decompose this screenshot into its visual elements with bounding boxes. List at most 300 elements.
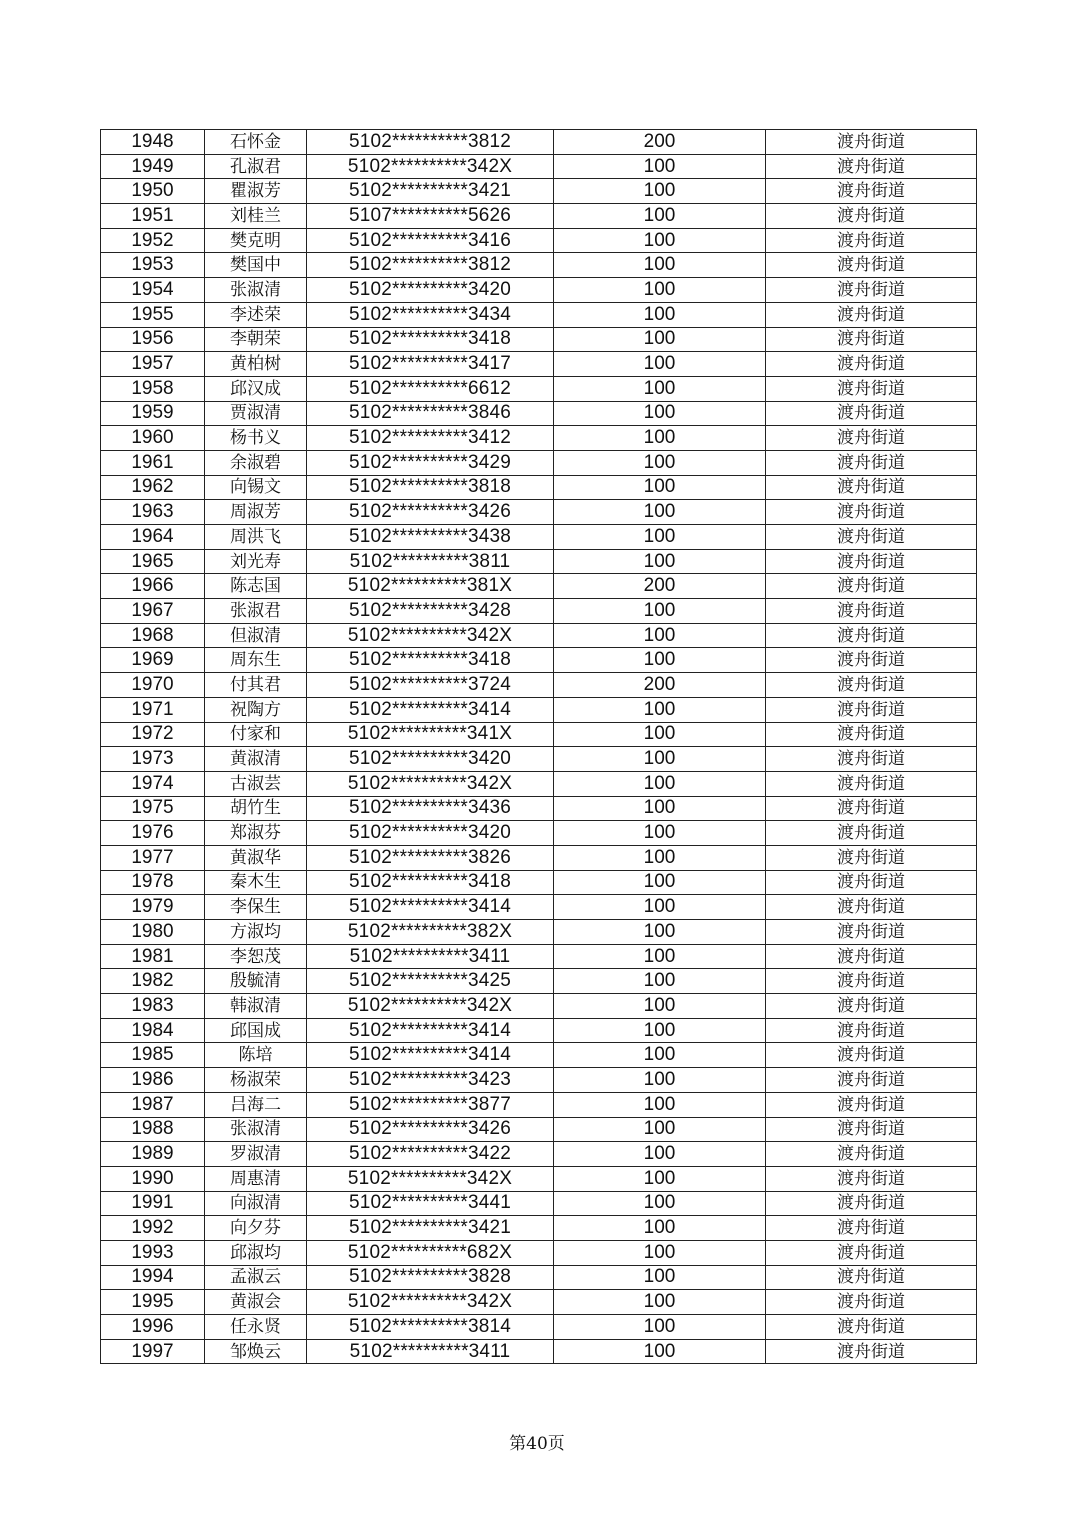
subdistrict-cell: 渡舟街道 [766, 1265, 977, 1290]
amount-cell: 100 [554, 747, 766, 772]
table-row [101, 327, 977, 352]
subdistrict-cell: 渡舟街道 [766, 1117, 977, 1142]
table-row [101, 796, 977, 821]
table-row [101, 648, 977, 673]
person-name-cell: 张淑君 [205, 599, 307, 624]
amount-cell: 100 [554, 228, 766, 253]
table-row [101, 673, 977, 698]
person-name-cell: 刘光寿 [205, 549, 307, 574]
id-number-cell: 5102**********3425 [307, 969, 554, 994]
amount-cell: 100 [554, 179, 766, 204]
table-row [101, 895, 977, 920]
person-name-cell: 陈志国 [205, 574, 307, 599]
roster-table-body [101, 130, 977, 1364]
person-name-cell: 邱淑均 [205, 1240, 307, 1265]
subdistrict-cell: 渡舟街道 [766, 130, 977, 155]
id-number-cell: 5102**********3434 [307, 302, 554, 327]
table-row [101, 1265, 977, 1290]
id-number-cell: 5102**********3420 [307, 821, 554, 846]
id-number-cell: 5102**********3828 [307, 1265, 554, 1290]
person-name-cell: 周东生 [205, 648, 307, 673]
row-number-cell: 1962 [101, 475, 205, 500]
subdistrict-cell: 渡舟街道 [766, 920, 977, 945]
id-number-cell: 5102**********3420 [307, 747, 554, 772]
id-number-cell: 5102**********3416 [307, 228, 554, 253]
table-row [101, 302, 977, 327]
subdistrict-cell: 渡舟街道 [766, 500, 977, 525]
amount-cell: 100 [554, 895, 766, 920]
row-number-cell: 1970 [101, 673, 205, 698]
subdistrict-cell: 渡舟街道 [766, 1315, 977, 1340]
subdistrict-cell: 渡舟街道 [766, 525, 977, 550]
row-number-cell: 1951 [101, 204, 205, 229]
person-name-cell: 郑淑芬 [205, 821, 307, 846]
id-number-cell: 5102**********342X [307, 1166, 554, 1191]
id-number-cell: 5107**********5626 [307, 204, 554, 229]
person-name-cell: 黄淑会 [205, 1290, 307, 1315]
row-number-cell: 1980 [101, 920, 205, 945]
row-number-cell: 1975 [101, 796, 205, 821]
table-row [101, 1216, 977, 1241]
row-number-cell: 1987 [101, 1092, 205, 1117]
subdistrict-cell: 渡舟街道 [766, 599, 977, 624]
subdistrict-cell: 渡舟街道 [766, 870, 977, 895]
amount-cell: 100 [554, 1142, 766, 1167]
table-row [101, 870, 977, 895]
person-name-cell: 杨淑荣 [205, 1068, 307, 1093]
row-number-cell: 1952 [101, 228, 205, 253]
id-number-cell: 5102**********342X [307, 623, 554, 648]
subdistrict-cell: 渡舟街道 [766, 895, 977, 920]
id-number-cell: 5102**********3812 [307, 130, 554, 155]
id-number-cell: 5102**********3826 [307, 845, 554, 870]
person-name-cell: 孔淑君 [205, 154, 307, 179]
row-number-cell: 1993 [101, 1240, 205, 1265]
table-row [101, 228, 977, 253]
amount-cell: 100 [554, 1068, 766, 1093]
row-number-cell: 1984 [101, 1018, 205, 1043]
amount-cell: 100 [554, 154, 766, 179]
table-row [101, 994, 977, 1019]
row-number-cell: 1964 [101, 525, 205, 550]
id-number-cell: 5102**********3421 [307, 179, 554, 204]
amount-cell: 100 [554, 623, 766, 648]
person-name-cell: 秦木生 [205, 870, 307, 895]
id-number-cell: 5102**********3422 [307, 1142, 554, 1167]
row-number-cell: 1978 [101, 870, 205, 895]
amount-cell: 100 [554, 1216, 766, 1241]
subdistrict-cell: 渡舟街道 [766, 1191, 977, 1216]
table-row [101, 253, 977, 278]
person-name-cell: 樊国中 [205, 253, 307, 278]
id-number-cell: 5102**********3418 [307, 648, 554, 673]
amount-cell: 100 [554, 549, 766, 574]
id-number-cell: 5102**********3420 [307, 278, 554, 303]
table-row [101, 1240, 977, 1265]
row-number-cell: 1991 [101, 1191, 205, 1216]
amount-cell: 100 [554, 204, 766, 229]
amount-cell: 100 [554, 1290, 766, 1315]
amount-cell: 100 [554, 1265, 766, 1290]
subdistrict-cell: 渡舟街道 [766, 1068, 977, 1093]
row-number-cell: 1968 [101, 623, 205, 648]
amount-cell: 100 [554, 821, 766, 846]
table-row [101, 1315, 977, 1340]
subdistrict-cell: 渡舟街道 [766, 771, 977, 796]
subdistrict-cell: 渡舟街道 [766, 179, 977, 204]
table-row [101, 426, 977, 451]
table-row [101, 1166, 977, 1191]
amount-cell: 100 [554, 722, 766, 747]
person-name-cell: 李保生 [205, 895, 307, 920]
row-number-cell: 1956 [101, 327, 205, 352]
person-name-cell: 邱汉成 [205, 376, 307, 401]
table-row [101, 944, 977, 969]
id-number-cell: 5102**********3428 [307, 599, 554, 624]
id-number-cell: 5102**********342X [307, 994, 554, 1019]
id-number-cell: 5102**********3423 [307, 1068, 554, 1093]
amount-cell: 100 [554, 426, 766, 451]
person-name-cell: 黄淑华 [205, 845, 307, 870]
row-number-cell: 1986 [101, 1068, 205, 1093]
page-number: 第40页 [509, 1434, 565, 1454]
person-name-cell: 余淑碧 [205, 450, 307, 475]
id-number-cell: 5102**********342X [307, 1290, 554, 1315]
amount-cell: 100 [554, 648, 766, 673]
row-number-cell: 1979 [101, 895, 205, 920]
amount-cell: 100 [554, 845, 766, 870]
table-row [101, 1117, 977, 1142]
id-number-cell: 5102**********382X [307, 920, 554, 945]
person-name-cell: 贾淑清 [205, 401, 307, 426]
amount-cell: 100 [554, 771, 766, 796]
subdistrict-cell: 渡舟街道 [766, 475, 977, 500]
subdistrict-cell: 渡舟街道 [766, 327, 977, 352]
amount-cell: 100 [554, 1092, 766, 1117]
amount-cell: 100 [554, 994, 766, 1019]
row-number-cell: 1981 [101, 944, 205, 969]
id-number-cell: 5102**********341X [307, 722, 554, 747]
subdistrict-cell: 渡舟街道 [766, 969, 977, 994]
amount-cell: 100 [554, 401, 766, 426]
roster-table [100, 129, 977, 1364]
id-number-cell: 5102**********3417 [307, 352, 554, 377]
table-row [101, 278, 977, 303]
id-number-cell: 5102**********3877 [307, 1092, 554, 1117]
person-name-cell: 韩淑清 [205, 994, 307, 1019]
id-number-cell: 5102**********3438 [307, 525, 554, 550]
row-number-cell: 1988 [101, 1117, 205, 1142]
table-row [101, 697, 977, 722]
subdistrict-cell: 渡舟街道 [766, 1240, 977, 1265]
person-name-cell: 黄柏树 [205, 352, 307, 377]
row-number-cell: 1958 [101, 376, 205, 401]
subdistrict-cell: 渡舟街道 [766, 845, 977, 870]
subdistrict-cell: 渡舟街道 [766, 673, 977, 698]
amount-cell: 100 [554, 278, 766, 303]
amount-cell: 100 [554, 1018, 766, 1043]
row-number-cell: 1972 [101, 722, 205, 747]
subdistrict-cell: 渡舟街道 [766, 1142, 977, 1167]
table-row [101, 599, 977, 624]
table-row [101, 475, 977, 500]
subdistrict-cell: 渡舟街道 [766, 697, 977, 722]
row-number-cell: 1977 [101, 845, 205, 870]
subdistrict-cell: 渡舟街道 [766, 253, 977, 278]
subdistrict-cell: 渡舟街道 [766, 154, 977, 179]
amount-cell: 100 [554, 376, 766, 401]
amount-cell: 100 [554, 1191, 766, 1216]
table-row [101, 574, 977, 599]
table-row [101, 771, 977, 796]
row-number-cell: 1966 [101, 574, 205, 599]
subdistrict-cell: 渡舟街道 [766, 821, 977, 846]
subdistrict-cell: 渡舟街道 [766, 278, 977, 303]
row-number-cell: 1997 [101, 1339, 205, 1364]
amount-cell: 100 [554, 969, 766, 994]
amount-cell: 100 [554, 475, 766, 500]
id-number-cell: 5102**********682X [307, 1240, 554, 1265]
person-name-cell: 张淑清 [205, 278, 307, 303]
table-row [101, 845, 977, 870]
id-number-cell: 5102**********3811 [307, 549, 554, 574]
subdistrict-cell: 渡舟街道 [766, 574, 977, 599]
table-row [101, 204, 977, 229]
row-number-cell: 1996 [101, 1315, 205, 1340]
subdistrict-cell: 渡舟街道 [766, 450, 977, 475]
row-number-cell: 1971 [101, 697, 205, 722]
person-name-cell: 周淑芳 [205, 500, 307, 525]
person-name-cell: 李述荣 [205, 302, 307, 327]
table-row [101, 1043, 977, 1068]
id-number-cell: 5102**********3436 [307, 796, 554, 821]
table-row [101, 130, 977, 155]
person-name-cell: 付家和 [205, 722, 307, 747]
subdistrict-cell: 渡舟街道 [766, 994, 977, 1019]
subdistrict-cell: 渡舟街道 [766, 1018, 977, 1043]
person-name-cell: 但淑清 [205, 623, 307, 648]
amount-cell: 100 [554, 352, 766, 377]
person-name-cell: 胡竹生 [205, 796, 307, 821]
id-number-cell: 5102**********342X [307, 771, 554, 796]
person-name-cell: 任永贤 [205, 1315, 307, 1340]
person-name-cell: 向夕芬 [205, 1216, 307, 1241]
table-row [101, 154, 977, 179]
amount-cell: 100 [554, 796, 766, 821]
table-row [101, 352, 977, 377]
table-row [101, 1290, 977, 1315]
table-row [101, 179, 977, 204]
row-number-cell: 1985 [101, 1043, 205, 1068]
table-row [101, 450, 977, 475]
row-number-cell: 1989 [101, 1142, 205, 1167]
table-row [101, 525, 977, 550]
subdistrict-cell: 渡舟街道 [766, 1166, 977, 1191]
table-row [101, 1068, 977, 1093]
amount-cell: 100 [554, 327, 766, 352]
id-number-cell: 5102**********3414 [307, 697, 554, 722]
table-row [101, 722, 977, 747]
table-row [101, 1092, 977, 1117]
person-name-cell: 方淑均 [205, 920, 307, 945]
subdistrict-cell: 渡舟街道 [766, 401, 977, 426]
id-number-cell: 5102**********3429 [307, 450, 554, 475]
amount-cell: 100 [554, 500, 766, 525]
row-number-cell: 1990 [101, 1166, 205, 1191]
table-row [101, 401, 977, 426]
table-row [101, 1142, 977, 1167]
id-number-cell: 5102**********3412 [307, 426, 554, 451]
amount-cell: 100 [554, 944, 766, 969]
id-number-cell: 5102**********3812 [307, 253, 554, 278]
amount-cell: 100 [554, 302, 766, 327]
id-number-cell: 5102**********3411 [307, 944, 554, 969]
person-name-cell: 殷毓清 [205, 969, 307, 994]
amount-cell: 200 [554, 130, 766, 155]
row-number-cell: 1960 [101, 426, 205, 451]
subdistrict-cell: 渡舟街道 [766, 426, 977, 451]
table-row [101, 821, 977, 846]
person-name-cell: 古淑芸 [205, 771, 307, 796]
row-number-cell: 1969 [101, 648, 205, 673]
id-number-cell: 5102**********3421 [307, 1216, 554, 1241]
subdistrict-cell: 渡舟街道 [766, 1043, 977, 1068]
person-name-cell: 向锡文 [205, 475, 307, 500]
table-row [101, 1018, 977, 1043]
row-number-cell: 1955 [101, 302, 205, 327]
id-number-cell: 5102**********3426 [307, 1117, 554, 1142]
amount-cell: 100 [554, 1339, 766, 1364]
row-number-cell: 1976 [101, 821, 205, 846]
subdistrict-cell: 渡舟街道 [766, 302, 977, 327]
subdistrict-cell: 渡舟街道 [766, 352, 977, 377]
row-number-cell: 1973 [101, 747, 205, 772]
id-number-cell: 5102**********3418 [307, 870, 554, 895]
subdistrict-cell: 渡舟街道 [766, 376, 977, 401]
table-row [101, 920, 977, 945]
table-row [101, 549, 977, 574]
table-row [101, 1339, 977, 1364]
row-number-cell: 1994 [101, 1265, 205, 1290]
table-row [101, 747, 977, 772]
person-name-cell: 瞿淑芳 [205, 179, 307, 204]
subdistrict-cell: 渡舟街道 [766, 204, 977, 229]
subdistrict-cell: 渡舟街道 [766, 722, 977, 747]
id-number-cell: 5102**********3418 [307, 327, 554, 352]
id-number-cell: 5102**********6612 [307, 376, 554, 401]
person-name-cell: 石怀金 [205, 130, 307, 155]
row-number-cell: 1965 [101, 549, 205, 574]
id-number-cell: 5102**********3441 [307, 1191, 554, 1216]
amount-cell: 100 [554, 1315, 766, 1340]
row-number-cell: 1959 [101, 401, 205, 426]
row-number-cell: 1948 [101, 130, 205, 155]
subdistrict-cell: 渡舟街道 [766, 1290, 977, 1315]
person-name-cell: 孟淑云 [205, 1265, 307, 1290]
person-name-cell: 周洪飞 [205, 525, 307, 550]
row-number-cell: 1982 [101, 969, 205, 994]
amount-cell: 200 [554, 673, 766, 698]
subdistrict-cell: 渡舟街道 [766, 549, 977, 574]
id-number-cell: 5102**********3411 [307, 1339, 554, 1364]
id-number-cell: 5102**********381X [307, 574, 554, 599]
subdistrict-cell: 渡舟街道 [766, 944, 977, 969]
person-name-cell: 杨书义 [205, 426, 307, 451]
row-number-cell: 1961 [101, 450, 205, 475]
person-name-cell: 陈培 [205, 1043, 307, 1068]
id-number-cell: 5102**********3426 [307, 500, 554, 525]
amount-cell: 100 [554, 1166, 766, 1191]
id-number-cell: 5102**********3814 [307, 1315, 554, 1340]
amount-cell: 100 [554, 525, 766, 550]
subdistrict-cell: 渡舟街道 [766, 623, 977, 648]
table-row [101, 623, 977, 648]
person-name-cell: 祝陶方 [205, 697, 307, 722]
amount-cell: 100 [554, 253, 766, 278]
person-name-cell: 罗淑清 [205, 1142, 307, 1167]
person-name-cell: 邱国成 [205, 1018, 307, 1043]
id-number-cell: 5102**********3724 [307, 673, 554, 698]
row-number-cell: 1974 [101, 771, 205, 796]
id-number-cell: 5102**********3846 [307, 401, 554, 426]
person-name-cell: 黄淑清 [205, 747, 307, 772]
subdistrict-cell: 渡舟街道 [766, 747, 977, 772]
table-row [101, 969, 977, 994]
amount-cell: 100 [554, 920, 766, 945]
subdistrict-cell: 渡舟街道 [766, 228, 977, 253]
amount-cell: 100 [554, 870, 766, 895]
subdistrict-cell: 渡舟街道 [766, 648, 977, 673]
amount-cell: 100 [554, 1240, 766, 1265]
amount-cell: 100 [554, 1043, 766, 1068]
person-name-cell: 邹焕云 [205, 1339, 307, 1364]
row-number-cell: 1957 [101, 352, 205, 377]
subdistrict-cell: 渡舟街道 [766, 1216, 977, 1241]
table-row [101, 1191, 977, 1216]
person-name-cell: 樊克明 [205, 228, 307, 253]
subdistrict-cell: 渡舟街道 [766, 1339, 977, 1364]
person-name-cell: 付其君 [205, 673, 307, 698]
row-number-cell: 1992 [101, 1216, 205, 1241]
row-number-cell: 1950 [101, 179, 205, 204]
id-number-cell: 5102**********3414 [307, 895, 554, 920]
id-number-cell: 5102**********3414 [307, 1018, 554, 1043]
amount-cell: 200 [554, 574, 766, 599]
row-number-cell: 1983 [101, 994, 205, 1019]
person-name-cell: 向淑清 [205, 1191, 307, 1216]
amount-cell: 100 [554, 450, 766, 475]
person-name-cell: 李恕茂 [205, 944, 307, 969]
row-number-cell: 1953 [101, 253, 205, 278]
table-row [101, 500, 977, 525]
subdistrict-cell: 渡舟街道 [766, 796, 977, 821]
row-number-cell: 1954 [101, 278, 205, 303]
row-number-cell: 1963 [101, 500, 205, 525]
person-name-cell: 张淑清 [205, 1117, 307, 1142]
person-name-cell: 周惠清 [205, 1166, 307, 1191]
row-number-cell: 1967 [101, 599, 205, 624]
id-number-cell: 5102**********3414 [307, 1043, 554, 1068]
person-name-cell: 李朝荣 [205, 327, 307, 352]
table-row [101, 376, 977, 401]
amount-cell: 100 [554, 1117, 766, 1142]
subdistrict-cell: 渡舟街道 [766, 1092, 977, 1117]
row-number-cell: 1949 [101, 154, 205, 179]
row-number-cell: 1995 [101, 1290, 205, 1315]
id-number-cell: 5102**********342X [307, 154, 554, 179]
person-name-cell: 刘桂兰 [205, 204, 307, 229]
id-number-cell: 5102**********3818 [307, 475, 554, 500]
